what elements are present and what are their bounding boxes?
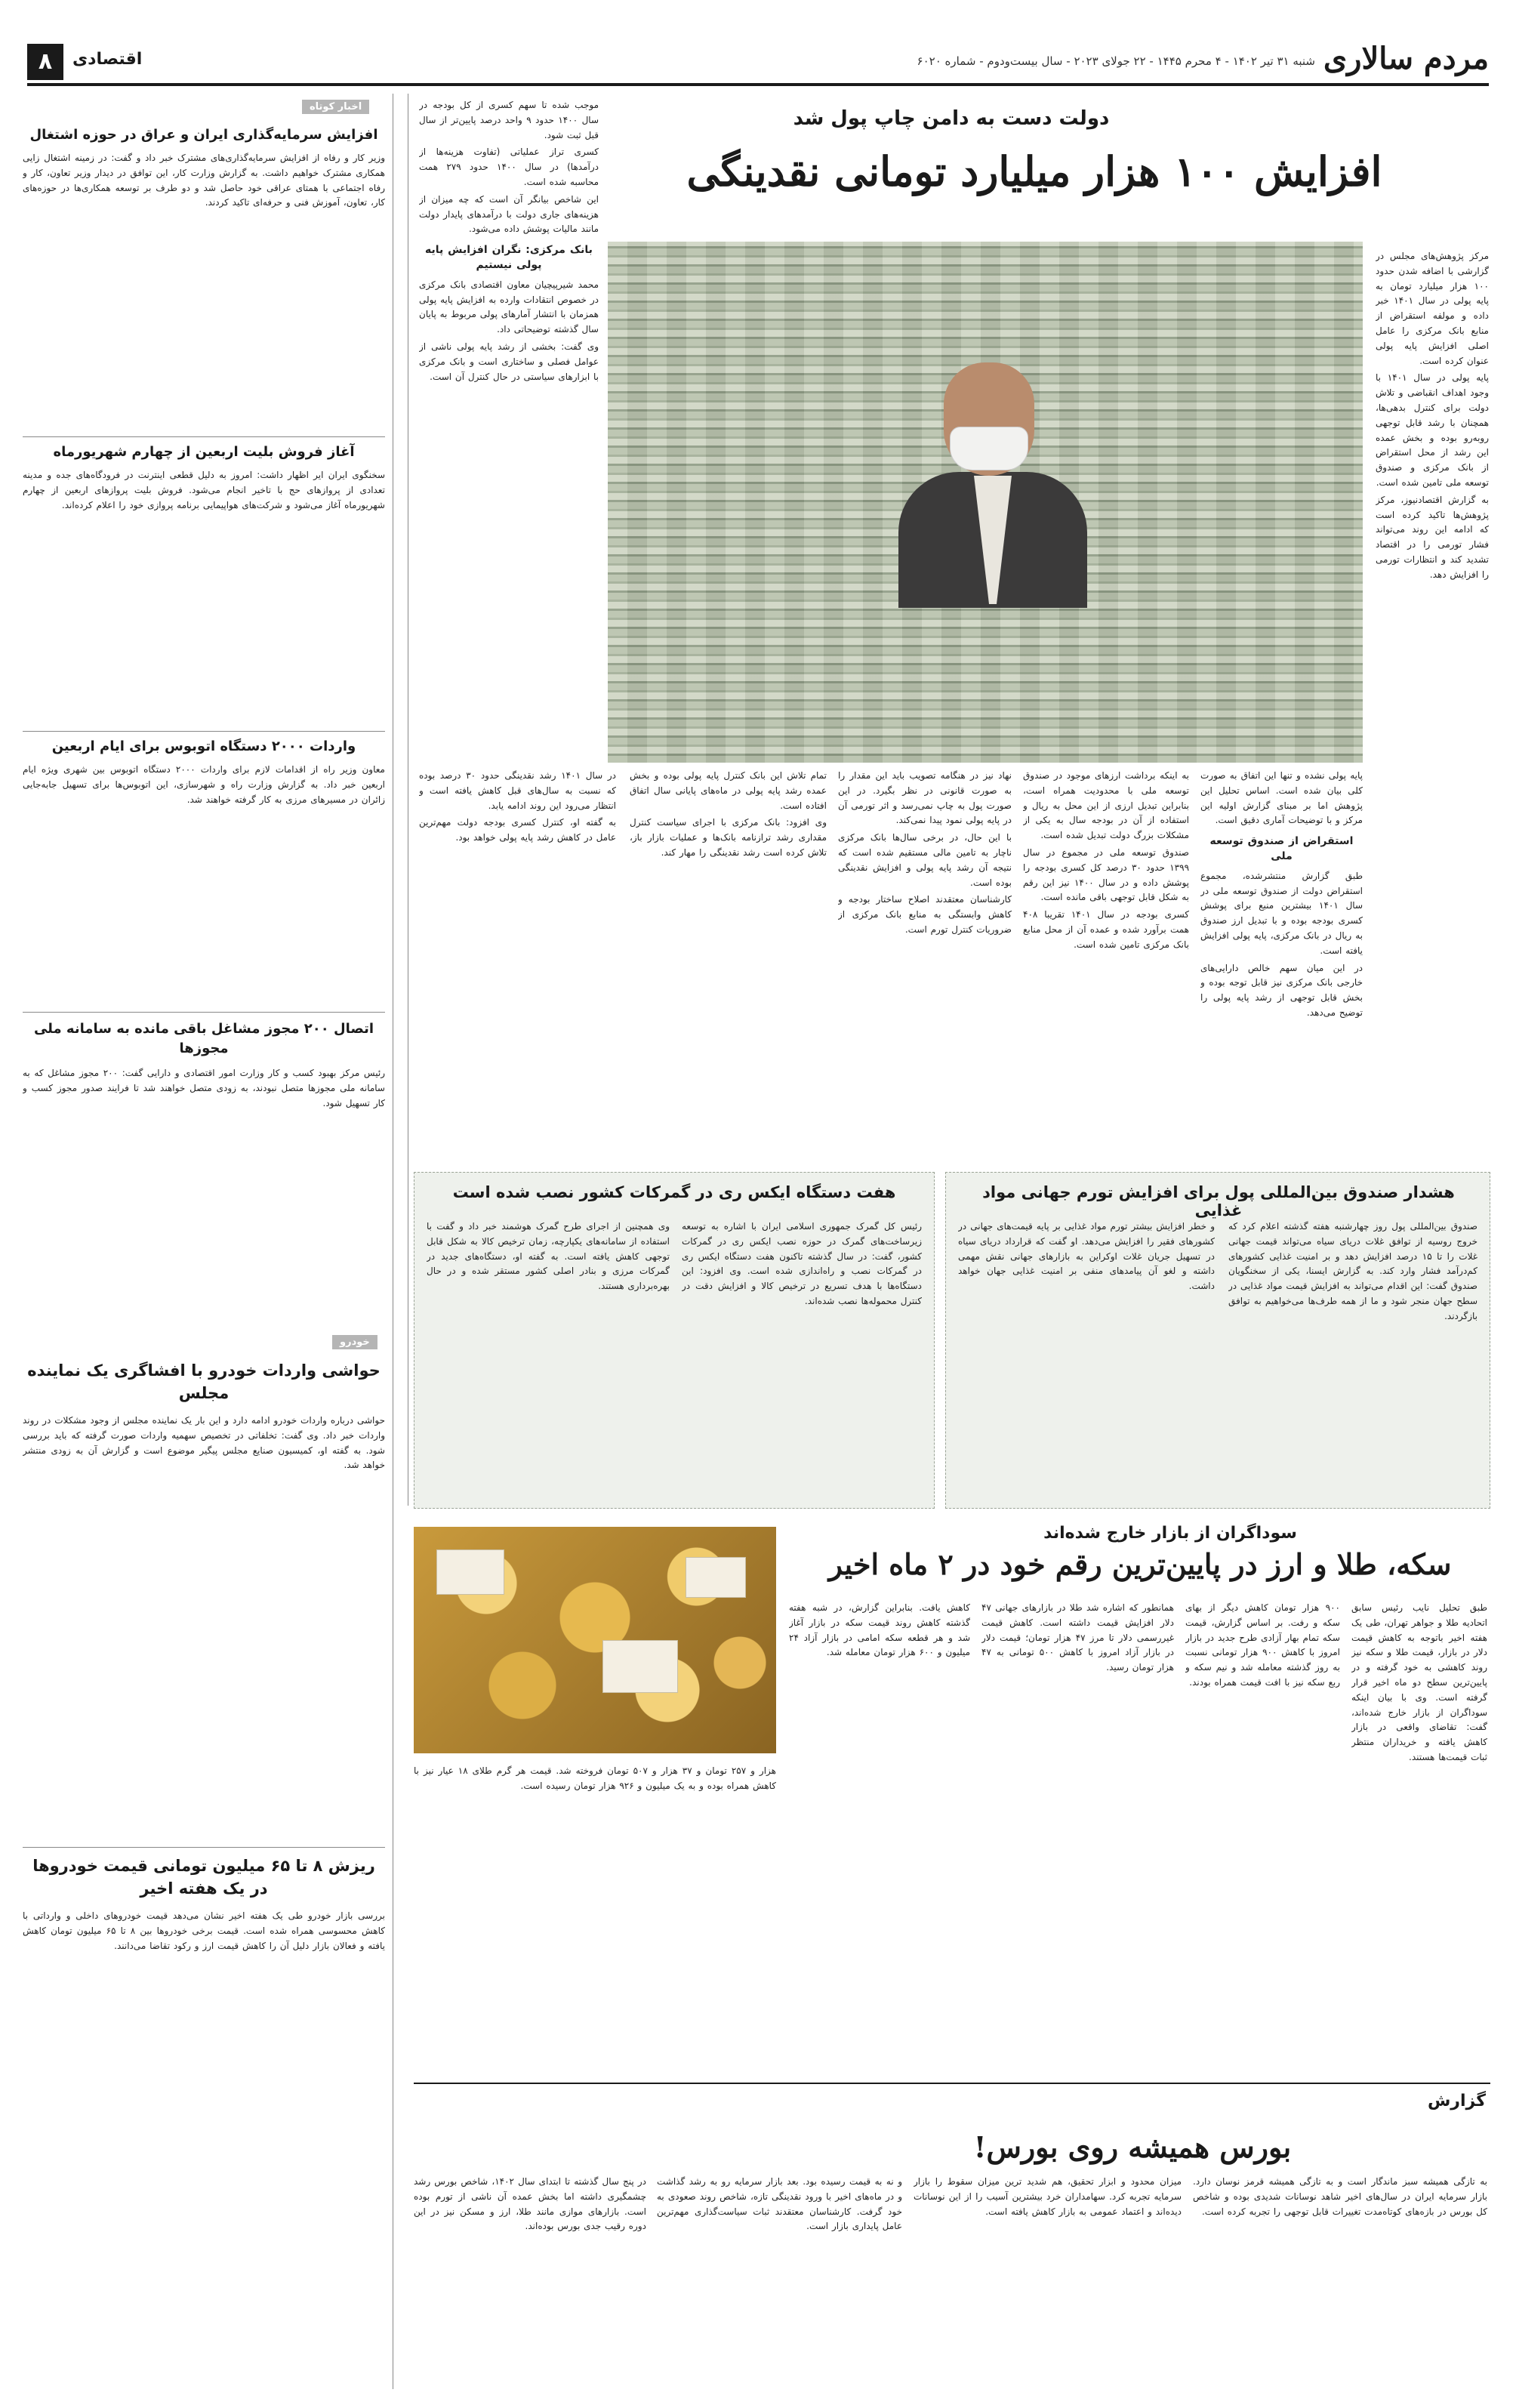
brief-headline: افزایش سرمایه‌گذاری ایران و عراق در حوزه اشتغال	[29, 127, 378, 143]
brief-headline: اتصال ۲۰۰ مجوز مشاغل باقی مانده به سامانه ملی مجوزها	[33, 1021, 374, 1057]
box-text: رئیس کل گمرک جمهوری اسلامی ایران با اشاره به توسعه زیرساخت‌های گمرک در حوزه نصب ایکس ری در گمرکات کشور، گفت: در سال گذشته تاکنون هفت دستگاه ایکس ری در گمرکات نصب و راه‌اندازی شده است. وی افزود: این دستگاه‌ها با هدف تسریع در ترخیص کالا و افزایش دقت در کنترل محموله‌ها نصب شده‌اند.	[682, 1221, 922, 1306]
gold-column-3: همانطور که اشاره شد طلا در بازارهای جهانی ۴۷ دلار افزایش قیمت داشته است. کاهش قیمت غیررسمی دلار تا مرز ۴۷ هزار تومان؛ قیمت دلار در بازار آزاد امروز با کاهش ۵۰۰ تومانی به ۴۷ هزار تومان رسید.	[981, 1602, 1174, 1673]
box-text: وی همچنین از اجرای طرح گمرک هوشمند خبر داد و گفت با استفاده از سامانه‌های یکپارچه، زمان ترخیص کالا به شکل قابل توجهی کاهش یافته است. به گفته او، دستگاه‌های جدید در گمرکات مرزی و بنادر اصلی کشور مستقر شده و در حال بهره‌برداری هستند.	[427, 1221, 670, 1292]
brief-text: حواشی درباره واردات خودرو ادامه دارد و این بار یک نماینده مجلس از وجود مشکلات در روند واردات خبر داد. وی گفت: تخلفاتی در تخصیص سهمیه واردات صورت گرفته که باید بررسی شود. به گفته او، کمیسیون صنایع مجلس پیگیر موضوع است و گزارش آن به زودی منتشر خواهد شد.	[23, 1415, 385, 1471]
auto-section-tag: خودرو	[332, 1335, 377, 1349]
brief-divider	[23, 731, 385, 732]
gold-column-5: هزار و ۲۵۷ تومان و ۳۷ هزار و ۵۰۷ تومان فروخته شد. قیمت هر گرم طلای ۱۸ عیار نیز با کاهش همراه بوده و به یک میلیون و ۹۲۶ هزار تومان رسیده است.	[414, 1765, 776, 1791]
brief-text: سخنگوی ایران ایر اظهار داشت: امروز به دلیل قطعی اینترنت در فرودگاه‌های جده و مدینه تعدادی از پروازهای حج با تاخیر انجام می‌شود. فروش بلیت پروازهای اربعین از چهارم شهریورماه آغاز می‌شود و شرکت‌های هواپیمایی برنامه پروازی خود را اعلام کرده‌اند.	[23, 470, 385, 510]
lead-photo	[608, 242, 1363, 763]
section-title: اقتصادی	[72, 50, 143, 69]
newspaper-logo: مردم سالاری	[1323, 41, 1489, 76]
lead-kicker: دولت دست به دامن چاپ پول شد	[793, 107, 1110, 130]
lead-column-3: به اینکه برداشت ارزهای موجود در صندوق توسعه ملی با محدودیت همراه است، بنابراین تبدیل ارزی از این محل به ریال و استفاده از آن در بودجه سال به یکی از مشکلات بزرگ دولت تبدیل شده است. صندوق توسعه ملی در مجموع در سال ۱۳۹۹ حدود ۳۰ درصد کل کسری بودجه را پوشش داده و در سال ۱۴۰۰ نیز این رقم به شکل قابل توجهی باقی مانده است. کسری بودجه در سال ۱۴۰۱ تقریبا ۴۰۸ همت برآورد شده و عمده آن از محل منابع بانک مرکزی تامین شده است.	[1023, 770, 1189, 950]
masthead	[27, 39, 1489, 86]
brief-text: رئیس مرکز بهبود کسب و کار وزارت امور اقتصادی و دارایی گفت: ۲۰۰ مجوز مشاغل که به سامانه ملی مجوزها متصل نبودند، به زودی متصل خواهند شد تا فرایند صدور مجوز کسب و کار تسهیل شود.	[23, 1068, 385, 1108]
box-text: و خطر افزایش بیشتر تورم مواد غذایی بر پایه قیمت‌های جهانی در کشورهای فقیر را افزایش می‌دهد. او گفت که قرارداد دریای سیاه در تسهیل جریان غلات اوکراین به بازارهای جهانی نقش مهمی داشته و لغو آن پیامدهای منفی بر امنیت غذایی جهان خواهد داشت.	[958, 1221, 1215, 1292]
person-figure	[898, 332, 1087, 604]
gold-column-2: ۹۰۰ هزار تومان کاهش دیگر از بهای سکه و رفت. بر اساس گزارش، قیمت سکه تمام بهار آزادی طرح جدید در بازار امروز با کاهش ۹۰۰ هزار تومانی نسبت به روز گذشته معامله شد و نیم سکه و ربع سکه نیز با افت قیمت همراه بودند.	[1185, 1602, 1340, 1688]
issue-info: شنبه ۳۱ تیر ۱۴۰۲ - ۴ محرم ۱۴۴۵ - ۲۲ جولای ۲۰۲۳ - سال بیست‌ودوم - شماره ۶۰۲۰	[917, 54, 1315, 68]
imf-box	[945, 1172, 1490, 1509]
report-column-3: و نه به قیمت رسیده بود. بعد بازار سرمایه رو به رشد گذاشت و در ماه‌های اخیر با ورود نقدینگی تازه، شاخص روند صعودی به خود گرفت. کارشناسان معتقدند ثبات سیاست‌گذاری مهم‌ترین عامل پایداری بازار است.	[657, 2176, 902, 2232]
gold-coins-photo	[414, 1527, 776, 1753]
news-brief-tag: اخبار کوتاه	[302, 100, 369, 114]
brief-text: معاون وزیر راه از اقدامات لازم برای واردات ۲۰۰۰ دستگاه اتوبوس بین شهری ویژه ایام اربعین خبر داد. به گزارش وزارت راه و شهرسازی، این اتوبوس‌ها برای تسهیل جابه‌جایی زائران در مسیرهای مرزی به کار گرفته خواهند شد.	[23, 764, 385, 805]
report-label: گزارش	[1427, 2092, 1486, 2110]
subhead: بانک مرکزی: نگران افزایش پایه پولی نیستیم	[425, 244, 593, 271]
subhead: استقراض از صندوق توسعه ملی	[1209, 835, 1354, 862]
brief-divider	[23, 1012, 385, 1013]
report-column-4: در پنج سال گذشته تا ابتدای سال ۱۴۰۲، شاخص بورس رشد چشمگیری داشته اما بخش عمده آن ناشی از تورم بوده است. بازارهای موازی مانند طلا، ارز و مسکن نیز در این دوره رقیب جدی بورس بوده‌اند.	[414, 2176, 646, 2232]
brief-headline: آغاز فروش بلیت اربعین از چهارم شهریورماه	[53, 444, 355, 460]
brief-text: وزیر کار و رفاه از افزایش سرمایه‌گذاری‌های مشترک خبر داد و گفت: در زمینه اشتغال زایی همکاری مشترک خواهیم داشت. به گزارش وزارت کار، این توافق در دیدار وزیر تعاون، کار و رفاه اجتماعی با همتای عراقی خود حاصل شد و دو طرف بر توسعه همکاری‌ها در حوزه‌های کار، تعاون، آموزش فنی و حرفه‌ای تاکید کردند.	[23, 153, 385, 208]
gold-headline: سکه، طلا و ارز در پایین‌ترین رقم خود در ۲ ماه اخیر	[828, 1547, 1452, 1581]
lead-column-6: تمام تلاش این بانک کنترل پایه پولی بوده و بخش عمده رشد پایه پولی در ماه‌های پایانی سال اتفاق افتاده است. وی افزود: بانک مرکزی با اجرای سیاست کنترل مقداری رشد ترازنامه بانک‌ها و عملیات بازار باز، تلاش کرده است رشد نقدینگی را مهار کند. در سال ۱۴۰۱ رشد نقدینگی حدود ۳۰ درصد بوده که نسبت به سال‌های قبل کاهش یافته است و انتظار می‌رود این روند ادامه یابد. به گفته او، کنترل کسری بودجه دولت مهم‌ترین عامل در کاهش رشد پایه پولی خواهد بود.	[419, 770, 827, 858]
box-title: هفت دستگاه ایکس ری در گمرکات کشور نصب شده است	[452, 1183, 896, 1201]
brief-divider	[23, 436, 385, 437]
gold-column-1: طبق تحلیل نایب رئیس سابق اتحادیه طلا و جواهر تهران، طی یک هفته اخیر باتوجه به کاهش قیمت دلار در بازار، قیمت طلا و سکه نیز روند کاهشی به خود گرفته و در پایین‌ترین سطح دو ماه اخیر قرار گرفته است. وی با بیان اینکه سوداگران از بازار خارج شده‌اند، گفت: تقاضای واقعی در بازار کاهش یافته و خریداران منتظر ثبات قیمت‌ها هستند.	[1351, 1602, 1487, 1762]
box-text: صندوق بین‌المللی پول روز چهارشنبه هفته گذشته اعلام کرد که خروج روسیه از توافق غلات دریای سیاه می‌تواند قیمت جهانی غلات را تا ۱۵ درصد افزایش دهد و بر امنیت غذایی کشورهای کم‌درآمد فشار وارد کند. به گزارش ایسنا، یکی از سخنگویان صندوق گفت: این اقدام می‌تواند به افزایش قیمت مواد غذایی در سطح جهان منجر شود و ما از همه طرف‌ها می‌خواهیم به توافق بازگردند.	[1228, 1221, 1477, 1321]
brief-divider	[23, 1847, 385, 1848]
brief-text: بررسی بازار خودرو طی یک هفته اخیر نشان می‌دهد قیمت خودروهای داخلی و وارداتی با کاهش محسوسی همراه شده است. قیمت برخی خودروها بین ۸ تا ۶۵ میلیون تومان کاهش یافته و فعالان بازار دلیل آن را کاهش قیمت ارز و رکود تقاضا می‌دانند.	[23, 1910, 385, 1951]
gold-kicker: سوداگران از بازار خارج شده‌اند	[1043, 1524, 1297, 1543]
lead-column-1: مرکز پژوهش‌های مجلس در گزارشی با اضافه شدن حدود ۱۰۰ هزار میلیارد تومان به پایه پولی در سال ۱۴۰۱ خبر داده و مولفه استقراض از منابع بانک مرکزی را عامل اصلی افزایش پایه پولی عنوان کرده است. پایه پولی در سال ۱۴۰۱ با وجود اهداف انقباضی و تلاش دولت برای کنترل بدهی‌ها، همچنان با رشد قابل توجهی روبه‌رو بوده و بخش عمده این رشد از محل استقراض از بانک مرکزی و صندوق توسعه ملی تامین شده است. به گزارش اقتصادنیوز، مرکز پژوهش‌ها تاکید کرده است که ادامه این روند می‌تواند فشار تورمی را در اقتصاد تشدید کند و انتظارات تورمی را افزایش دهد.	[1376, 251, 1489, 580]
lead-column-2: پایه پولی نشده و تنها این اتفاق به صورت کلی بیان شده است. اساس تحلیل این پژوهش اما بر مبنای گزارش اولیه این مرکز و با توضیحات آماری دقیق است. استقراض از صندوق توسعه ملی طبق گزارش منتشرشده، مجموع استقراض دولت از صندوق توسعه ملی در سال ۱۴۰۱ بیشترین منبع برای پوشش کسری بودجه بوده و با تبدیل ارز صندوق به ریال در بانک مرکزی، پایه پولی افزایش یافته است. در این میان سهم خالص دارایی‌های خارجی بانک مرکزی نیز قابل توجه بوده و بخش قابل توجهی از رشد پایه پولی را توضیح می‌دهد.	[1200, 770, 1363, 1018]
report-column-2: میزان محدود و ابزار تحقیق، هم شدید ترین میزان سقوط را بازار سرمایه تجربه کرد. سهامداران خرد بیشترین آسیب را از این نوسانات دیده‌اند و اعتماد عمومی به بازار کاهش یافته است.	[914, 2176, 1182, 2217]
brief-headline: حواشی واردات خودرو با افشاگری یک نماینده مجلس	[27, 1361, 381, 1403]
face-mask-icon	[950, 427, 1028, 470]
lead-column-5: موجب شده تا سهم کسری از کل بودجه در سال ۱۴۰۰ حدود ۹ واحد درصد پایین‌تر از سال قبل ثبت شود. کسری تراز عملیاتی (تفاوت هزینه‌ها از درآمدها) در سال ۱۴۰۰ حدود ۲۷۹ همت محاسبه شده است. این شاخص بیانگر آن است که چه میزان از هزینه‌های جاری دولت با درآمدهای پایدار دولت مانند مالیات پوشش داده می‌شود. بانک مرکزی: نگران افزایش پایه پولی نیستیم محمد شیرپیچیان معاون اقتصادی بانک مرکزی در خصوص انتقادات وارده به افزایش پایه پولی همزمان با انتشار آمارهای پولی مربوط به پایان سال گذشته توضیحاتی داد. وی گفت: بخشی از رشد پایه پولی ناشی از عوامل فصلی و ساختاری است و بانک مرکزی با ابزارهای سیاستی در حال کنترل آن است.	[419, 100, 599, 382]
box-title: هشدار صندوق بین‌المللی پول برای افزایش تورم جهانی مواد غذایی	[982, 1183, 1455, 1219]
section-rule	[414, 2083, 1490, 2084]
gold-column-4: کاهش یافت. بنابراین گزارش، در شبه هفته گذشته کاهش روند قیمت سکه در بازار آغاز شد و هر قطعه سکه امامی در بازار آزاد ۲۴ میلیون و ۶۰۰ هزار تومان معامله شد.	[789, 1602, 970, 1658]
report-headline: بورس همیشه روی بورس!	[973, 2130, 1292, 2164]
brief-headline: ریزش ۸ تا ۶۵ میلیون تومانی قیمت خودروها در یک هفته اخیر	[32, 1857, 375, 1898]
xray-box	[414, 1172, 935, 1509]
lead-headline: افزایش ۱۰۰ هزار میلیارد تومانی نقدینگی	[686, 147, 1382, 196]
lead-column-4: نهاد نیز در هنگامه تصویب باید این مقدار را به صورت قانونی در نظر بگیرد. در این صورت پول به چاپ نمی‌رسد و اثر تورمی آن در پایه پولی نمود پیدا نمی‌کند. با این حال، در برخی سال‌ها بانک مرکزی ناچار به تامین مالی مستقیم شده است که نتیجه آن رشد پایه پولی و افزایش نقدینگی بوده است. کارشناسان معتقدند اصلاح ساختار بودجه و کاهش وابستگی به منابع بانک مرکزی از ضروریات کنترل تورم است.	[838, 770, 1012, 935]
brief-headline: واردات ۲۰۰۰ دستگاه اتوبوس برای ایام اربعین	[51, 738, 356, 754]
report-column-1: به تازگی همیشه سبز ماندگار است و به تازگی همیشه قرمز نوسان دارد. بازار سرمایه ایران در سال‌های اخیر شاهد نوسانات شدیدی بوده و شاخص کل بورس در بازه‌های کوتاه‌مدت تغییرات قابل توجهی را تجربه کرده است.	[1193, 2176, 1487, 2217]
page-number-badge: ۸	[27, 44, 63, 80]
